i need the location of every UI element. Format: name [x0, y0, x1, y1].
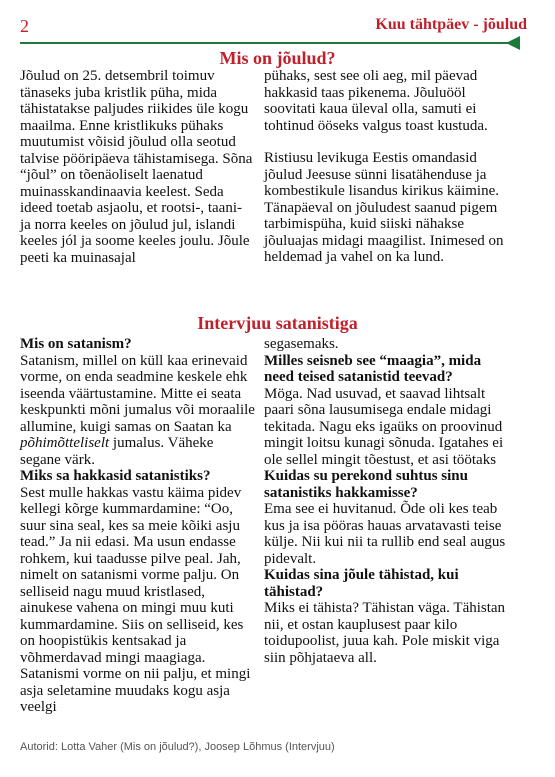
article2-left-column	[20, 336, 256, 716]
answer-1-italic: põhimõtteliselt	[20, 435, 110, 451]
article1-left-text: Jõulud on 25. detsembril toimuv tänaseks juba kristlik püha, mida tähistatakse paljudes riikides üle kogu maailma. Enne kristlikuks pühaks muutumist võisid jõulud olla seotud talvise pööripäeva tähistamisega. Sõna “jõul” on tõenäoliselt laenatud muinasskandinaavia keelest. Seda ideed toetab asjaolu, et rootsi-, taani- ja norra keeles on jõulud jul, islandi keeles jól ja soome keeles joulu. Jõule peeti ka muinasajal	[20, 68, 253, 266]
article1-right-column	[264, 68, 512, 266]
answer-5: Miks ei tähista? Tähistan väga. Tähistan nii, et ostan kauplusest paar kilo toidupoolist, juua kah. Pole miskit viga siin põhjataeva all.	[264, 600, 506, 666]
answer-4: Ema see ei huvitanud. Õde oli kes teab kus ja isa pööras hauas arvatavasti teise külje. Nii kui nii ta rullib end seal augus pidevalt.	[264, 501, 506, 567]
article1-right-paragraph-1: pühaks, sest see oli aeg, mil päevad hakkasid taas pikenema. Jõuluööl soovitati kaua üleval olla, samuti ei tohtinud ööseks valgus toast kustuda.	[264, 68, 488, 134]
answer-2-continuation: segasemaks.	[264, 336, 339, 352]
question-5: Kuidas sina jõule tähistad, kui tähistad?	[264, 567, 459, 600]
header-rule	[20, 42, 520, 44]
article1-left-column	[20, 68, 256, 266]
article1-right-paragraph-2: Ristiusu levikuga Eestis omandasid jõulud Jeesuse sünni lisatähenduse ja kombestikule lisandus kirikus käimine. Tänapäeval on jõuludest saanud pigem tarbimispüha, kuid siiski nähakse jõuluajas midagi maagilist. Inimesed on heldemad ja vahel on ka lund.	[264, 150, 504, 265]
answer-1-part-2: jumalus. Väheke segane värk.	[20, 435, 214, 468]
page-number: 2	[20, 16, 29, 36]
question-1: Mis on satanism?	[20, 336, 132, 352]
question-3: Milles seisneb see “maagia”, mida need teised satanistid teevad?	[264, 352, 482, 385]
answer-1-part-1: Satanism, millel on küll kaa erinevaid vorme, on enda seadmine keskele ehk iseenda väärtustamine. Mitte ei seata keskpunkti mõni jumalus või moraalile allumine, kuigi samas on Saatan ka	[20, 352, 255, 435]
article2-right-column	[264, 336, 512, 666]
article1-title: Mis on jõulud?	[219, 48, 336, 68]
answer-3: Möga. Nad usuvad, et saavad lihtsalt paari sõna lausumisega endale midagi tekitada. Nagu eks igaüks on proovinud mingit loitsu kunagi sõnuda. Igatahes ei ole sellel mingit tõestust, et asi töötaks	[264, 385, 504, 468]
running-title: Kuu tähtpäev - jõulud	[375, 16, 527, 33]
answer-1	[20, 353, 256, 469]
answer-2: Sest mulle hakkas vastu käima pidev kellegi kõrge kummardamine: “Oo, suur sina seal, kes sa meie kõiki asju tead.” Ja nii edasi. Ma usun endasse rohkem, kui taadusse pilve peal. Jah, nimelt on satanismi vorme palju. On selliseid nagu muud kristlased, ainukese vahena on mingi muu kuti kummardamine. Siis on selliseid, kes on hoopistükis kentsakad ja võhmerdavad mingi maagiaga. Satanismi vorme on nii palju, et mingi asja seletamine muudaks kogu asja veelgi	[20, 484, 251, 715]
article2-title: Intervjuu satanistiga	[197, 313, 358, 333]
question-4: Kuidas su perekond suhtus sinu satanistiks hakkamisse?	[264, 468, 468, 501]
authors-footer: Autorid: Lotta Vaher (Mis on jõulud?), Joosep Lõhmus (Intervjuu)	[20, 741, 335, 753]
question-2: Miks sa hakkasid satanistiks?	[20, 468, 211, 484]
page-header	[0, 0, 555, 50]
